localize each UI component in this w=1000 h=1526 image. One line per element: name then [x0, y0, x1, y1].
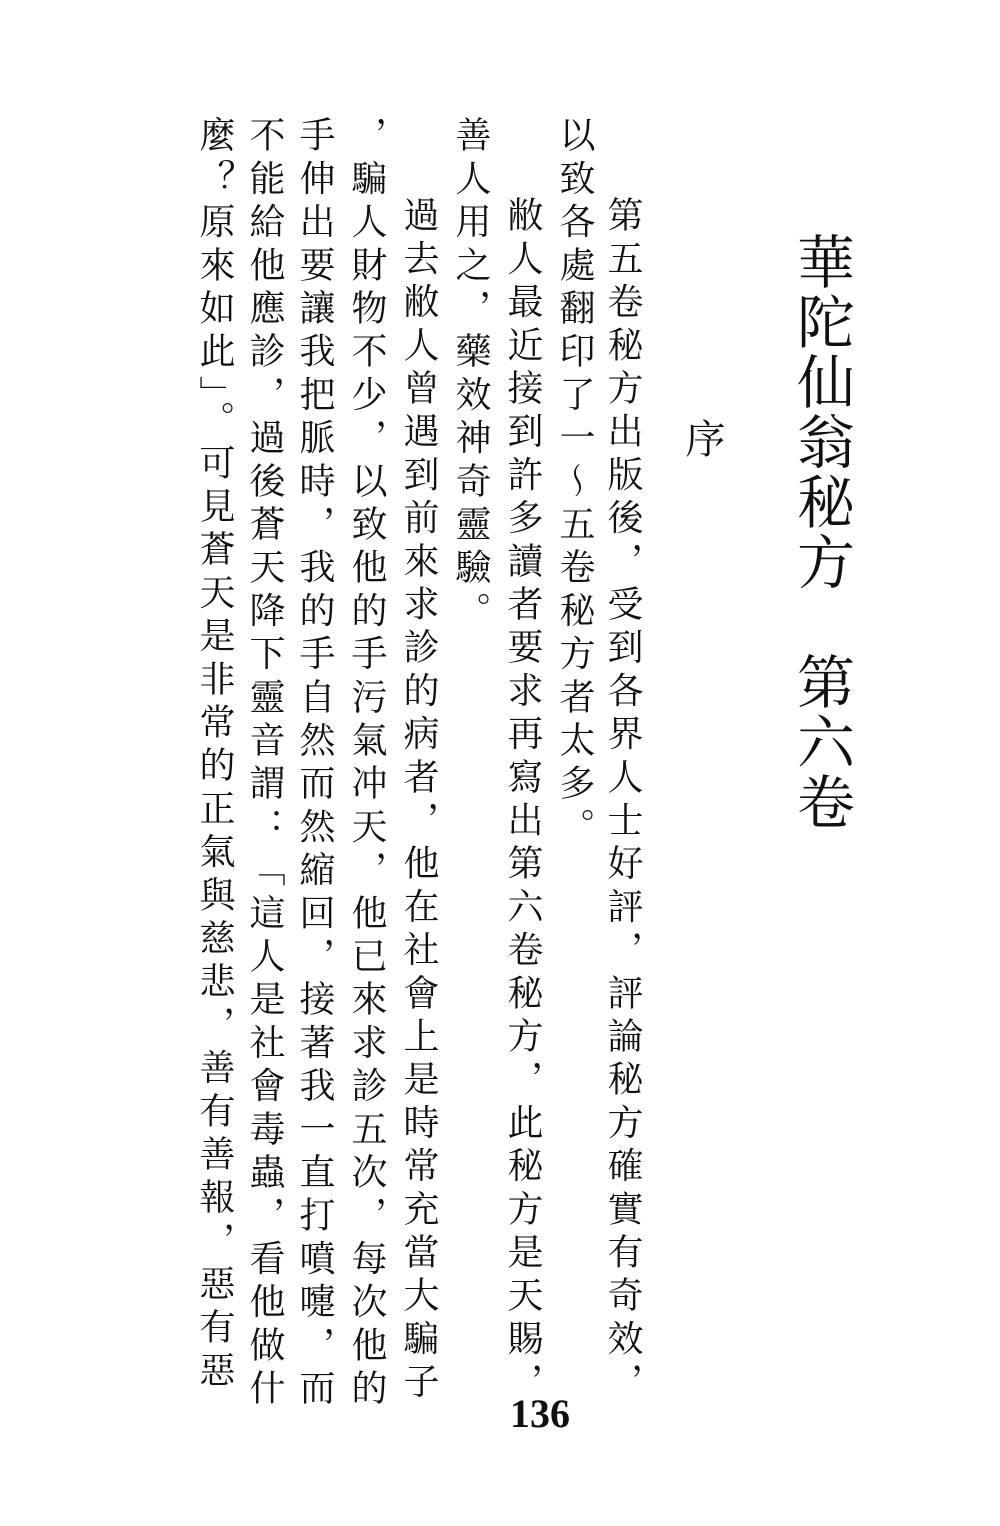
page-number: 136	[510, 1391, 570, 1436]
page-title: 華陀仙翁秘方 第六卷	[787, 232, 855, 832]
section-heading: 序	[679, 418, 725, 458]
text-column-9: 麼？原來如此」。可見蒼天是非常的正氣與慈悲，善有善報，惡有惡	[194, 116, 235, 1394]
text-column-7: 手伸出要讓我把脈時，我的手自然而然縮回，接著我一直打噴嚏，而	[294, 116, 335, 1412]
text-column-4: 善人用之，藥效神奇靈驗。	[450, 116, 491, 635]
text-column-2: 以致各處翻印了一〜五卷秘方者太多。	[554, 116, 595, 851]
text-column-8: 不能給他應診，過後蒼天降下靈音謂：「這人是社會毒蟲，看他做什	[244, 116, 285, 1412]
text-column-3: 敝人最近接到許多讀者要求再寫出第六卷秘方，此秘方是天賜，	[502, 196, 543, 1406]
text-column-5: 過去敝人曾遇到前來求診的病者，他在社會上是時常充當大騙子	[398, 196, 439, 1406]
text-column-6: ，騙人財物不少，以致他的手污氣冲天，他已來求診五次，每次他的	[346, 116, 387, 1412]
text-column-1: 第五卷秘方出版後，受到各界人士好評，評論秘方確實有奇效，	[602, 196, 643, 1406]
